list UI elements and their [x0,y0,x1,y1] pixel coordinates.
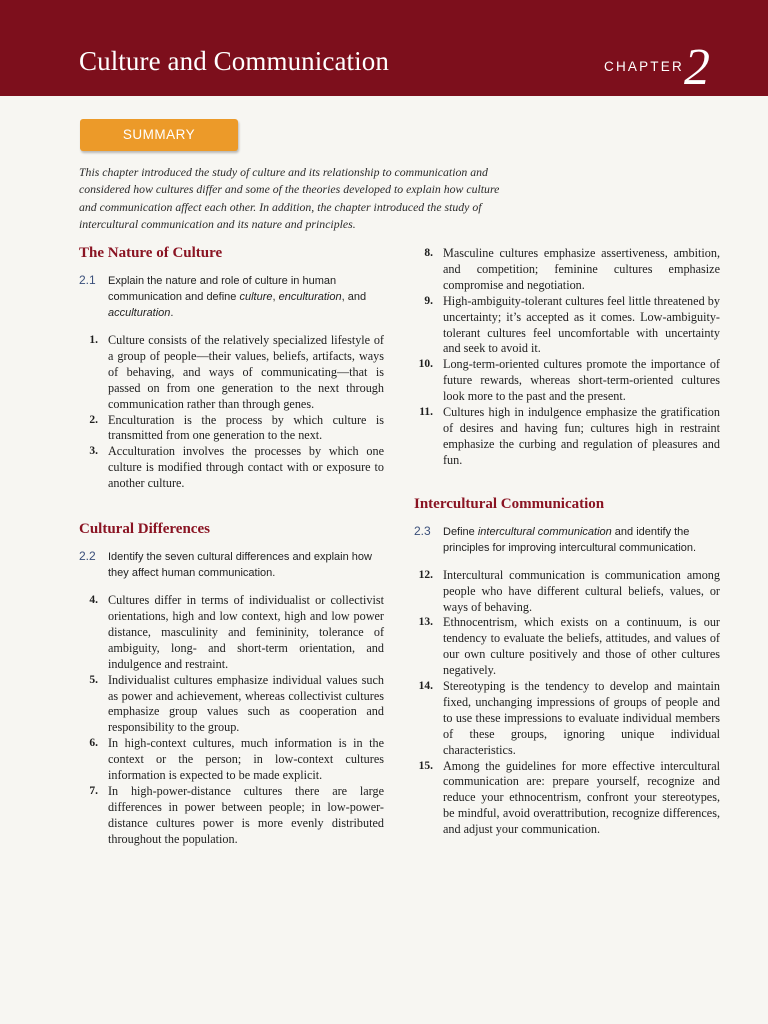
list-item: 1. Culture consists of the relatively specialized lifestyle of a group of people—their values, beliefs, artifacts, ways of behaving, and ways of communicating—that is passed on from one generation to the next through communication rather than through genes. [89,333,384,411]
right-column [414,246,720,838]
objective-text: Define intercultural communication and identify the principles for improving intercultural communication. [443,525,697,554]
list-item: 2. Enculturation is the process by which culture is transmitted from one generation to the next. [89,412,384,443]
section-heading-differences: Cultural Differences [79,521,210,538]
list-item: 14. Stereotyping is the tendency to develop and maintain fixed, unchanging impressions of groups of people and to use these impressions to evaluate individual members of these groups, ignoring unique individual characteristics. [418,679,720,757]
summary-list-nature [79,333,384,492]
list-item: 4. Cultures differ in terms of individualist or collectivist orientations, high and low context, high and low power distance, masculinity and femininity, tolerance of ambiguity, long- and short-term orientation, and indulgence and restraint. [89,593,384,671]
learning-objective-2-2 [79,549,384,581]
list-item: 3. Acculturation involves the processes by which one culture is modified through contact with or exposure to another culture. [89,444,384,491]
objective-text: Identify the seven cultural differences and explain how they affect human communication. [108,551,372,580]
summary-list-differences [79,593,384,848]
chapter-label: CHAPTER [604,59,684,74]
summary-tab: SUMMARY [80,119,238,151]
chapter-title: Culture and Communication [79,46,389,76]
section-heading-nature: The Nature of Culture [79,245,223,261]
objective-number: 2.1 [79,273,96,287]
objective-text: Explain the nature and role of culture in human communication and define culture, enculturation, and acculturation. [108,275,367,319]
list-item: 13. Ethnocentrism, which exists on a continuum, is our tendency to evaluate the beliefs, attitudes, and values of our own culture positively and those of other cultures negatively. [418,615,720,678]
intro-paragraph [79,164,509,234]
section-heading-intercultural: Intercultural Communication [414,495,605,512]
list-item: 8. Masculine cultures emphasize assertiveness, ambition, and competition; feminine cultures emphasize compromise and negotiation. [424,246,720,292]
learning-objective-2-1 [79,273,384,321]
list-item: 11. Cultures high in indulgence emphasize the gratification of desires and having fun; cultures high in restraint emphasize the curbing and regulation of pleasures and fun. [419,405,720,467]
objective-number: 2.3 [414,523,431,538]
list-item: 5. Individualist cultures emphasize individual values such as power and achievement, whereas collectivist cultures emphasize group values such as cooperation and responsibility to the group. [89,672,384,735]
list-item: 9. High-ambiguity-tolerant cultures feel little threatened by uncertainty; it’s accepted as it comes. Low-ambiguity-tolerant cultures feel uncomfortable with uncertainty and seek to avoid it. [424,293,720,356]
summary-list-intercultural [414,568,720,838]
objective-number: 2.2 [79,549,96,564]
summary-list-differences-cont [414,246,720,469]
list-item: 7. In high-power-distance cultures there are large differences in power between people; in low-power-distance cultures power is more evenly distributed throughout the population. [89,783,384,846]
chapter-number: 2 [684,39,710,96]
list-item: 10. Long-term-oriented cultures promote the importance of future rewards, whereas short-term-oriented cultures look more to the past and the present. [418,357,720,404]
intro-text: This chapter introduced the study of culture and its relationship to communication and considered how cultures differ and some of the theories developed to explain how culture and communication affect each other. In addition, the chapter introduced the study of intercultural communication and its nature and principles. [79,165,500,232]
list-item: 12. Intercultural communication is communication among people who have different cultural beliefs, values, or ways of behaving. [418,567,720,614]
left-column [79,244,384,848]
chapter-header [0,0,768,96]
list-item: 6. In high-context cultures, much information is in the context or the person; in low-context cultures information is expected to be made explicit. [89,736,384,783]
list-item: 15. Among the guidelines for more effective intercultural communication are: prepare yourself, recognize and reduce your ethnocentrism, confront your stereotypes, be mindful, avoid overattribution, recognize differences, and adjust your communication. [418,758,720,837]
learning-objective-2-3 [414,524,720,556]
